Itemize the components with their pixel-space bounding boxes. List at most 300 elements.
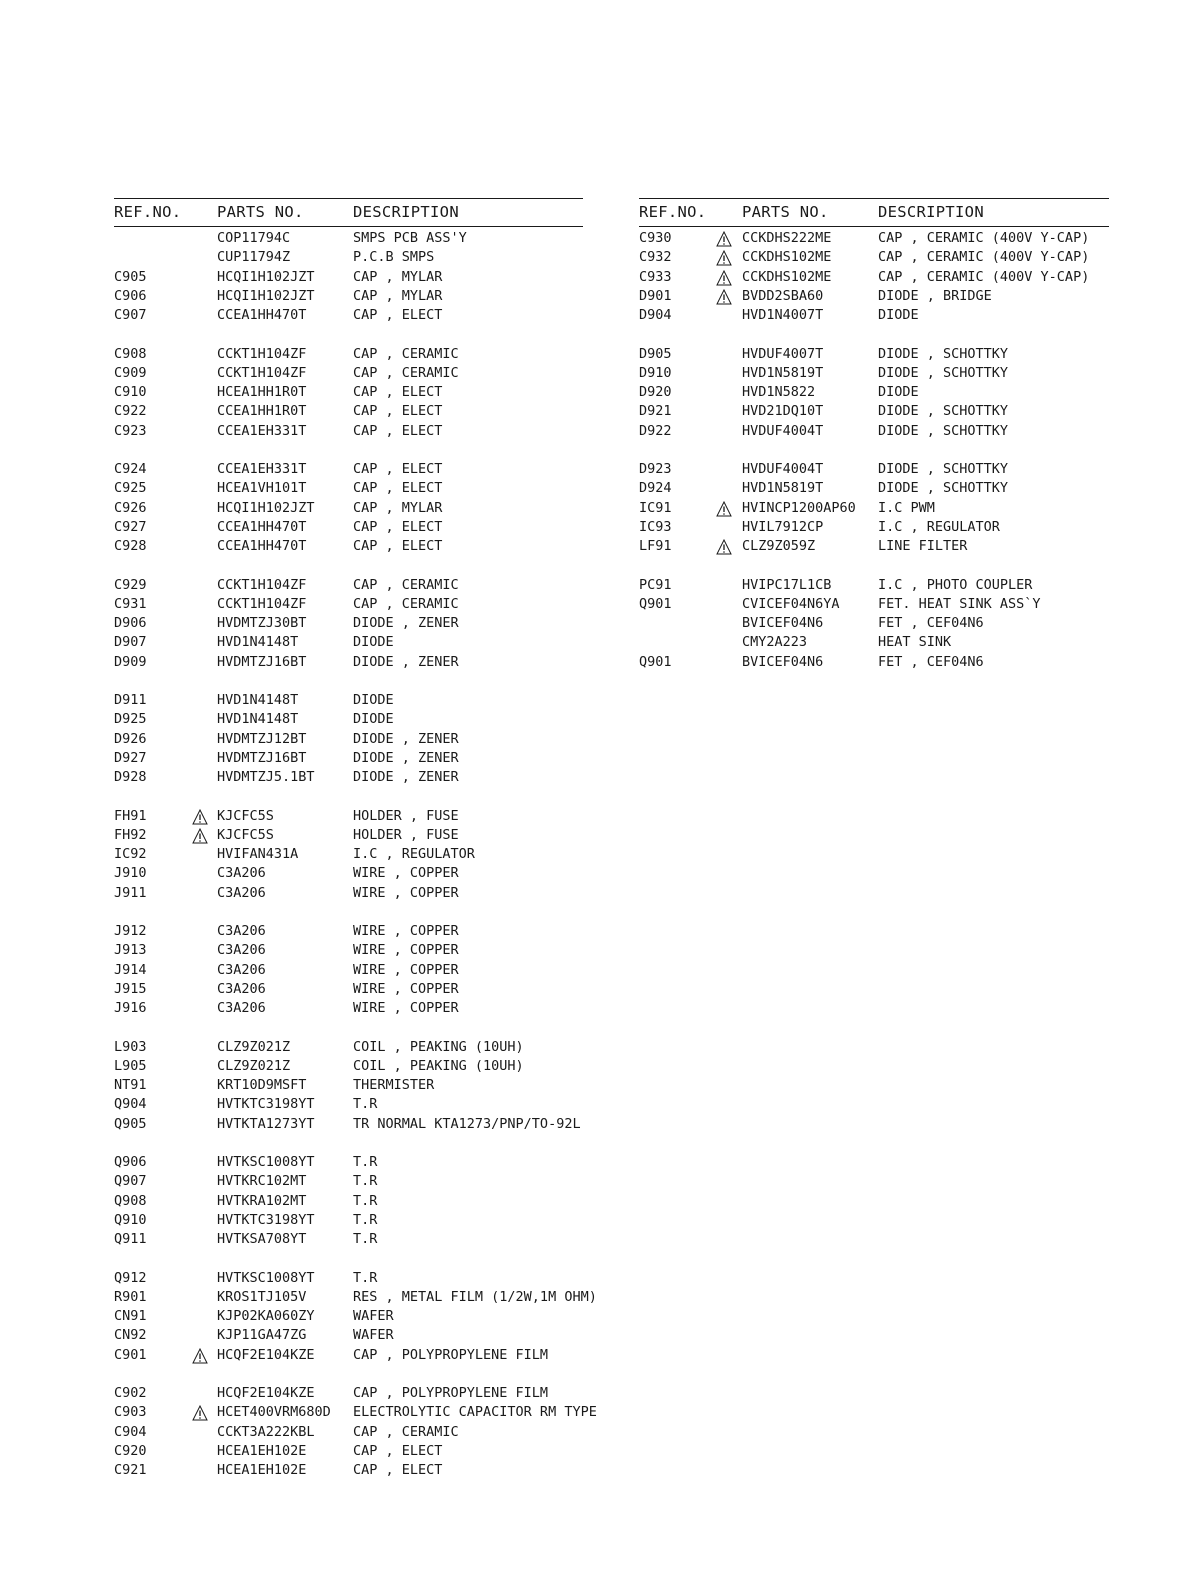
table-header (639, 203, 1109, 223)
description-cell: I.C , REGULATOR (878, 518, 1000, 535)
parts-no-cell: CCEA1EH331T (217, 422, 307, 439)
description-cell: CAP , MYLAR (353, 287, 443, 304)
table-row (114, 229, 583, 248)
ref-no-cell: R901 (114, 1288, 147, 1305)
table-row (114, 1423, 583, 1442)
description-cell: T.R (353, 1154, 378, 1170)
ref-no-cell: J913 (114, 942, 147, 959)
table-row (114, 364, 583, 383)
table-row (114, 499, 583, 518)
ref-no-cell: Q910 (114, 1211, 147, 1228)
parts-no-cell: CLZ9Z059Z (742, 538, 816, 554)
safety-warning-icon (192, 828, 208, 844)
description-cell: TR NORMAL KTA1273/PNP/TO-92L (353, 1115, 581, 1132)
description-cell: DIODE , SCHOTTKY (878, 345, 1009, 362)
ref-no-cell: C902 (114, 1385, 147, 1401)
ref-no-cell: IC92 (114, 846, 147, 862)
table-row (639, 383, 1109, 402)
table-row (114, 1442, 583, 1461)
group-spacer (114, 556, 583, 575)
safety-warning-icon (716, 501, 732, 517)
ref-no-cell: D901 (639, 287, 672, 304)
table-row (639, 248, 1109, 267)
parts-no-cell: CCKDHS102ME (742, 249, 832, 266)
parts-no-cell: KRT10D9MSFT (217, 1077, 307, 1093)
description-cell: DIODE , ZENER (353, 749, 459, 766)
safety-warning-icon (716, 231, 732, 247)
ref-no-cell: C933 (639, 268, 672, 285)
ref-no-cell: D911 (114, 692, 147, 708)
group-spacer (114, 441, 583, 460)
description-cell: T.R (353, 1269, 378, 1286)
description-cell: CAP , ELECT (353, 1442, 443, 1459)
ref-no-cell: C906 (114, 287, 147, 304)
parts-no-cell: CCEA1HH1R0T (217, 403, 307, 420)
parts-no-cell: CCKT1H104ZF (217, 364, 307, 381)
table-row (114, 1172, 583, 1191)
parts-no-cell: HVTKSC1008YT (217, 1154, 315, 1170)
description-cell: FET , CEF04N6 (878, 615, 984, 631)
table-row (114, 1057, 583, 1076)
ref-no-cell: D927 (114, 749, 147, 766)
description-cell: CAP , POLYPROPYLENE FILM (353, 1346, 549, 1363)
parts-no-cell: HVTKSA708YT (217, 1231, 307, 1247)
description-cell: DIODE (878, 307, 919, 323)
parts-no-cell: BVICEF04N6 (742, 653, 824, 670)
parts-no-cell: HCEA1EH102E (217, 1462, 307, 1478)
ref-no-cell: C923 (114, 422, 147, 439)
table-row (114, 595, 583, 614)
table-header (114, 203, 583, 223)
table-row (114, 826, 583, 845)
table-row (114, 1153, 583, 1172)
description-cell: DIODE , SCHOTTKY (878, 422, 1009, 439)
description-cell: DIODE , ZENER (353, 653, 459, 670)
parts-no-cell: HVIFAN431A (217, 846, 299, 862)
ref-no-cell: J912 (114, 923, 147, 939)
description-cell: CAP , ELECT (353, 384, 443, 400)
table-row (114, 922, 583, 941)
parts-no-cell: HCQF2E104KZE (217, 1346, 315, 1363)
group-spacer (114, 325, 583, 344)
table-row (639, 576, 1109, 595)
ref-no-cell: C922 (114, 403, 147, 420)
parts-no-cell: KJCFC5S (217, 826, 274, 843)
description-cell: CAP , CERAMIC (400V Y-CAP) (878, 249, 1090, 266)
description-cell: DIODE , SCHOTTKY (878, 480, 1009, 497)
description-cell: CAP , ELECT (353, 518, 443, 535)
table-row (639, 345, 1109, 364)
description-cell: CAP , CERAMIC (353, 576, 459, 593)
description-cell: WIRE , COPPER (353, 923, 459, 939)
safety-warning-icon (192, 1348, 208, 1364)
parts-no-cell: HVDUF4004T (742, 422, 824, 439)
table-row (114, 730, 583, 749)
table-row (114, 479, 583, 498)
description-cell: HOLDER , FUSE (353, 826, 459, 843)
parts-no-cell: HVD1N5819T (742, 480, 824, 497)
ref-no-cell: C901 (114, 1346, 147, 1363)
table-row (114, 248, 583, 267)
ref-no-cell: C908 (114, 345, 147, 362)
table-row (114, 576, 583, 595)
group-spacer (114, 787, 583, 806)
table-row (114, 1230, 583, 1249)
ref-no-cell: PC91 (639, 576, 672, 593)
description-cell: CAP , POLYPROPYLENE FILM (353, 1385, 549, 1401)
description-cell: COIL , PEAKING (10UH) (353, 1038, 524, 1055)
ref-no-cell: C925 (114, 480, 147, 497)
ref-no-cell: Q905 (114, 1115, 147, 1132)
ref-no-cell: C903 (114, 1404, 147, 1421)
ref-no-cell: C930 (639, 230, 672, 246)
description-cell: WIRE , COPPER (353, 884, 459, 901)
ref-no-cell: D923 (639, 461, 672, 477)
description-cell: CAP , ELECT (353, 480, 443, 497)
ref-no-cell: Q908 (114, 1192, 147, 1209)
description-cell: CAP , ELECT (353, 461, 443, 477)
group-spacer (639, 325, 1109, 344)
ref-no-cell: C931 (114, 595, 147, 612)
description-cell: CAP , CERAMIC (400V Y-CAP) (878, 268, 1090, 285)
parts-no-cell: HVINCP1200AP60 (742, 499, 856, 516)
ref-no-cell: Q911 (114, 1231, 147, 1247)
ref-no-cell: D924 (639, 480, 672, 497)
description-cell: CAP , CERAMIC (353, 364, 459, 381)
table-row (639, 653, 1109, 672)
table-row (114, 1326, 583, 1345)
table-row (114, 749, 583, 768)
ref-no-cell: J910 (114, 865, 147, 882)
table-row (639, 402, 1109, 421)
parts-no-cell: HVDUF4007T (742, 345, 824, 362)
description-cell: T.R (353, 1192, 378, 1209)
table-header-rule (639, 226, 1109, 227)
table-header-rule (114, 226, 583, 227)
ref-no-cell: FH91 (114, 807, 147, 824)
parts-no-cell: C3A206 (217, 980, 266, 997)
parts-no-cell: C3A206 (217, 942, 266, 959)
parts-no-cell: HVDMTZJ16BT (217, 653, 307, 670)
parts-no-cell: CCKDHS102ME (742, 268, 832, 285)
parts-no-cell: HVIL7912CP (742, 518, 824, 535)
description-cell: I.C PWM (878, 499, 935, 516)
description-cell: T.R (353, 1173, 378, 1190)
table-row (114, 422, 583, 441)
table-row (114, 306, 583, 325)
ref-no-cell: Q901 (639, 595, 672, 612)
table-row (114, 1269, 583, 1288)
ref-no-cell: L905 (114, 1057, 147, 1074)
table-row (114, 1192, 583, 1211)
ref-no-cell: Q912 (114, 1269, 147, 1286)
header-description: DESCRIPTION (353, 203, 459, 221)
table-row (114, 537, 583, 556)
ref-no-cell: D926 (114, 730, 147, 747)
ref-no-cell: C904 (114, 1423, 147, 1440)
description-cell: CAP , CERAMIC (353, 1423, 459, 1440)
description-cell: CAP , CERAMIC (400V Y-CAP) (878, 230, 1090, 246)
table-row (639, 499, 1109, 518)
ref-no-cell: D921 (639, 403, 672, 420)
parts-no-cell: HVDMTZJ5.1BT (217, 769, 315, 785)
parts-no-cell: CCKT1H104ZF (217, 345, 307, 362)
parts-no-cell: CCKT1H104ZF (217, 595, 307, 612)
description-cell: SMPS PCB ASS'Y (353, 230, 467, 246)
table-row (114, 1095, 583, 1114)
ref-no-cell: NT91 (114, 1077, 147, 1093)
ref-no-cell: D906 (114, 615, 147, 631)
ref-no-cell: D904 (639, 307, 672, 323)
parts-no-cell: CLZ9Z021Z (217, 1038, 291, 1055)
description-cell: CAP , MYLAR (353, 499, 443, 516)
table-row (639, 229, 1109, 248)
description-cell: WIRE , COPPER (353, 865, 459, 882)
ref-no-cell: C909 (114, 364, 147, 381)
parts-no-cell: HVD1N5819T (742, 364, 824, 381)
table-row (114, 1038, 583, 1057)
table-row (114, 287, 583, 306)
parts-no-cell: C3A206 (217, 884, 266, 901)
parts-no-cell: CCKT3A222KBL (217, 1423, 315, 1440)
table-row (114, 999, 583, 1018)
table-top-rule (639, 198, 1109, 199)
table-rows (639, 229, 1109, 672)
description-cell: DIODE , ZENER (353, 730, 459, 747)
description-cell: CAP , ELECT (353, 1462, 443, 1478)
description-cell: CAP , ELECT (353, 422, 443, 439)
description-cell: COIL , PEAKING (10UH) (353, 1057, 524, 1074)
parts-no-cell: CMY2A223 (742, 634, 808, 651)
table-row (114, 768, 583, 787)
ref-no-cell: IC93 (639, 518, 672, 535)
parts-no-cell: HVDMTZJ16BT (217, 749, 307, 766)
parts-no-cell: HCEA1EH102E (217, 1442, 307, 1459)
parts-no-cell: HVD21DQ10T (742, 403, 824, 420)
ref-no-cell: LF91 (639, 538, 672, 554)
group-spacer (114, 903, 583, 922)
group-spacer (639, 441, 1109, 460)
parts-no-cell: KJCFC5S (217, 807, 274, 824)
ref-no-cell: C907 (114, 307, 147, 323)
ref-no-cell: D907 (114, 634, 147, 651)
safety-warning-icon (192, 1405, 208, 1421)
description-cell: P.C.B SMPS (353, 249, 435, 266)
ref-no-cell: C910 (114, 384, 147, 400)
parts-no-cell: CCKDHS222ME (742, 230, 832, 246)
parts-no-cell: HCQI1H102JZT (217, 287, 315, 304)
description-cell: CAP , MYLAR (353, 268, 443, 285)
description-cell: CAP , ELECT (353, 403, 443, 420)
group-spacer (114, 1365, 583, 1384)
description-cell: RES , METAL FILM (1/2W,1M OHM) (353, 1288, 597, 1305)
table-top-rule (114, 198, 583, 199)
parts-no-cell: COP11794C (217, 230, 291, 246)
ref-no-cell: Q901 (639, 653, 672, 670)
parts-no-cell: HVTKRC102MT (217, 1173, 307, 1190)
table-row (114, 268, 583, 287)
description-cell: WIRE , COPPER (353, 942, 459, 959)
description-cell: DIODE , SCHOTTKY (878, 364, 1009, 381)
ref-no-cell: J916 (114, 1000, 147, 1016)
ref-no-cell: C920 (114, 1442, 147, 1459)
table-row (114, 633, 583, 652)
description-cell: LINE FILTER (878, 538, 968, 554)
parts-no-cell: HVDMTZJ12BT (217, 730, 307, 747)
description-cell: DIODE (878, 384, 919, 400)
parts-no-cell: HVD1N5822 (742, 384, 816, 400)
parts-no-cell: HCET400VRM680D (217, 1404, 331, 1421)
ref-no-cell: C924 (114, 461, 147, 477)
parts-no-cell: HCEA1HH1R0T (217, 384, 307, 400)
parts-no-cell: KROS1TJ105V (217, 1288, 307, 1305)
parts-no-cell: HVD1N4148T (217, 634, 299, 651)
parts-no-cell: CCKT1H104ZF (217, 576, 307, 593)
table-row (639, 595, 1109, 614)
ref-no-cell: C905 (114, 268, 147, 285)
group-spacer (114, 1134, 583, 1153)
description-cell: DIODE , SCHOTTKY (878, 461, 1009, 477)
table-row (639, 268, 1109, 287)
parts-no-cell: C3A206 (217, 923, 266, 939)
ref-no-cell: Q907 (114, 1173, 147, 1190)
parts-no-cell: CLZ9Z021Z (217, 1057, 291, 1074)
table-row (114, 1076, 583, 1095)
ref-no-cell: L903 (114, 1038, 147, 1055)
parts-no-cell: CCEA1EH331T (217, 461, 307, 477)
table-row (114, 1346, 583, 1365)
parts-no-cell: HVIPC17L1CB (742, 576, 832, 593)
table-row (639, 364, 1109, 383)
header-ref-no: REF.NO. (639, 203, 707, 221)
description-cell: FET. HEAT SINK ASS`Y (878, 595, 1041, 612)
parts-no-cell: C3A206 (217, 865, 266, 882)
table-row (114, 980, 583, 999)
description-cell: CAP , CERAMIC (353, 595, 459, 612)
table-row (639, 518, 1109, 537)
header-description: DESCRIPTION (878, 203, 984, 221)
table-row (114, 518, 583, 537)
safety-warning-icon (716, 289, 732, 305)
ref-no-cell: CN92 (114, 1327, 147, 1344)
group-spacer (639, 556, 1109, 575)
parts-no-cell: CVICEF04N6YA (742, 595, 840, 612)
header-ref-no: REF.NO. (114, 203, 182, 221)
ref-no-cell: IC91 (639, 499, 672, 516)
header-parts-no: PARTS NO. (742, 203, 829, 221)
table-row (114, 345, 583, 364)
parts-no-cell: HCQF2E104KZE (217, 1385, 315, 1401)
group-spacer (114, 1018, 583, 1037)
table-row (114, 1307, 583, 1326)
description-cell: FET , CEF04N6 (878, 653, 984, 670)
description-cell: DIODE , SCHOTTKY (878, 403, 1009, 420)
table-row (114, 1211, 583, 1230)
group-spacer (114, 672, 583, 691)
parts-no-cell: HVTKTC3198YT (217, 1211, 315, 1228)
ref-no-cell: C929 (114, 576, 147, 593)
table-row (639, 479, 1109, 498)
description-cell: CAP , CERAMIC (353, 345, 459, 362)
ref-no-cell: D925 (114, 711, 147, 728)
parts-no-cell: HCQI1H102JZT (217, 499, 315, 516)
ref-no-cell: J911 (114, 884, 147, 901)
table-row (639, 287, 1109, 306)
ref-no-cell: C921 (114, 1462, 147, 1478)
table-row (114, 383, 583, 402)
parts-no-cell: C3A206 (217, 961, 266, 978)
ref-no-cell: D920 (639, 384, 672, 400)
description-cell: DIODE (353, 692, 394, 708)
description-cell: HOLDER , FUSE (353, 807, 459, 824)
parts-no-cell: KJP02KA060ZY (217, 1308, 315, 1324)
table-row (114, 710, 583, 729)
description-cell: DIODE (353, 634, 394, 651)
description-cell: WAFER (353, 1327, 394, 1344)
safety-warning-icon (716, 250, 732, 266)
table-row (114, 1288, 597, 1307)
table-row (639, 633, 1109, 652)
ref-no-cell: C932 (639, 249, 672, 266)
description-cell: THERMISTER (353, 1077, 435, 1093)
table-row (114, 1403, 597, 1422)
table-row (114, 1115, 583, 1134)
ref-no-cell: C926 (114, 499, 147, 516)
description-cell: I.C , REGULATOR (353, 846, 475, 862)
group-spacer (114, 1249, 583, 1268)
description-cell: T.R (353, 1096, 378, 1113)
table-row (114, 961, 583, 980)
ref-no-cell: Q906 (114, 1154, 147, 1170)
parts-no-cell: HVD1N4007T (742, 307, 824, 323)
parts-no-cell: HVD1N4148T (217, 692, 299, 708)
table-row (114, 691, 583, 710)
parts-no-cell: CUP11794Z (217, 249, 291, 266)
description-cell: I.C , PHOTO COUPLER (878, 576, 1033, 593)
ref-no-cell: D905 (639, 345, 672, 362)
ref-no-cell: Q904 (114, 1096, 147, 1113)
parts-no-cell: HVTKTA1273YT (217, 1115, 315, 1132)
description-cell: WIRE , COPPER (353, 1000, 459, 1016)
description-cell: DIODE (353, 711, 394, 728)
ref-no-cell: CN91 (114, 1308, 147, 1324)
table-row (114, 864, 583, 883)
safety-warning-icon (716, 539, 732, 555)
table-row (114, 1461, 583, 1480)
parts-no-cell: HVTKRA102MT (217, 1192, 307, 1209)
table-row (114, 845, 583, 864)
table-row (639, 306, 1109, 325)
header-parts-no: PARTS NO. (217, 203, 304, 221)
description-cell: T.R (353, 1211, 378, 1228)
description-cell: WAFER (353, 1308, 394, 1324)
ref-no-cell: C927 (114, 518, 147, 535)
parts-no-cell: HCEA1VH101T (217, 480, 307, 497)
safety-warning-icon (192, 809, 208, 825)
table-row (114, 653, 583, 672)
ref-no-cell: D922 (639, 422, 672, 439)
parts-no-cell: HVD1N4148T (217, 711, 299, 728)
ref-no-cell: D928 (114, 769, 147, 785)
description-cell: DIODE , ZENER (353, 615, 459, 631)
parts-no-cell: BVICEF04N6 (742, 615, 824, 631)
ref-no-cell: J915 (114, 980, 147, 997)
description-cell: ELECTROLYTIC CAPACITOR RM TYPE (353, 1404, 597, 1421)
table-row (639, 422, 1109, 441)
ref-no-cell: D910 (639, 364, 672, 381)
parts-no-cell: HVDMTZJ30BT (217, 615, 307, 631)
ref-no-cell: C928 (114, 538, 147, 554)
